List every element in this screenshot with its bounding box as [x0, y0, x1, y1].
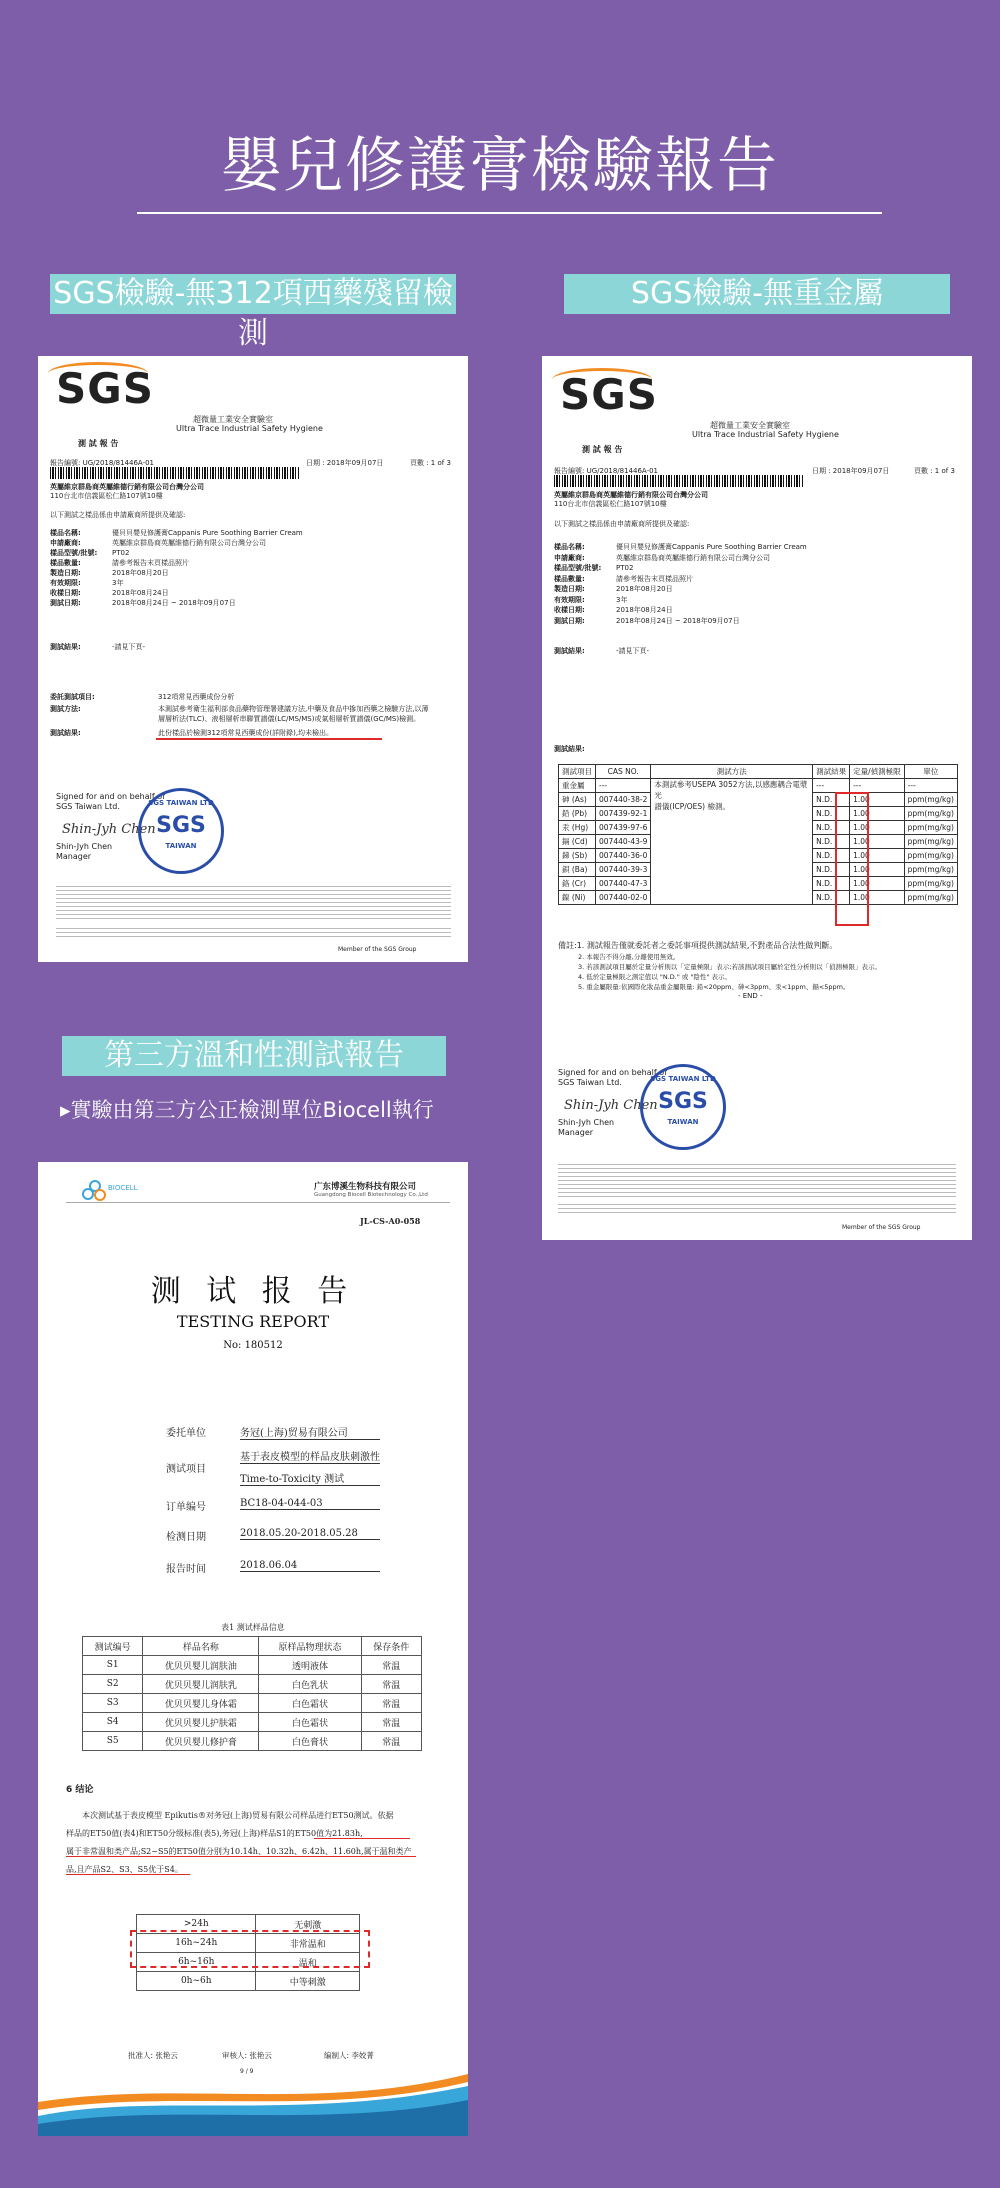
biocell-company-en: Guangdong Biocell Biotechnology Co.,Ltd	[314, 1192, 428, 1198]
table-subheader-row: 重金屬 --- 本測試參考USEPA 3052方法,以感應耦合電漿光 譜儀(ICP/OES) 檢測。 --- --- ---	[559, 779, 958, 793]
highlight-underline	[66, 1874, 190, 1875]
heavy-metal-test-banner: SGS檢驗-無重金屬	[564, 274, 950, 314]
signed-for: Signed for and on behalf of	[558, 1068, 667, 1077]
table-row: 6h~16h 温和	[137, 1953, 360, 1972]
table-row: S5 优贝贝婴儿修护膏 白色膏状 常温	[83, 1732, 422, 1751]
report-page: 頁數 : 1 of 3	[410, 459, 451, 467]
end-marker: - END -	[738, 992, 763, 1000]
report-date: 日期 : 2018年09月07日	[306, 459, 384, 467]
highlight-underline	[314, 1838, 410, 1839]
signature: Shin-Jyh Chen	[62, 822, 156, 837]
column-header: 保存条件	[361, 1637, 421, 1656]
table-row: 砷 (As) 007440-38-2 N.D. 1.00 ppm(mg/kg)	[559, 793, 958, 807]
metal-result-label: 測試結果:	[554, 745, 585, 753]
report-time-label: 报告时间	[166, 1564, 206, 1575]
test-item-value-2: Time-to-Toxicity 测试	[240, 1470, 380, 1486]
biocell-testing-report-document	[38, 1162, 468, 2136]
legal-fine-print	[56, 886, 451, 920]
document-code: JL-CS-A0-058	[360, 1216, 421, 1226]
legal-fine-print	[558, 1164, 956, 1198]
highlight-underline	[66, 1856, 416, 1857]
nd-result-highlight-box	[835, 792, 869, 926]
sgs-group-member: Member of the SGS Group	[842, 1224, 921, 1231]
result-see-next: -請見下頁-	[616, 647, 650, 655]
table-header-row	[83, 1637, 422, 1656]
sgs-logo: SGS	[560, 370, 658, 419]
method-label: 測試方法:	[50, 705, 81, 713]
approver: 批准人: 张艳云	[128, 2051, 178, 2060]
lab-name-cn: 超微量工業安全實驗室	[193, 415, 273, 424]
signer-name: Shin-Jyh Chen	[558, 1118, 615, 1127]
report-date: 日期 : 2018年09月07日	[812, 467, 890, 475]
request-item-label: 委託測試項目:	[50, 693, 95, 701]
sample-field-row: 樣品數量: 請參考報告末頁樣品照片	[50, 559, 189, 567]
client-address: 110台北市信義區松仁路107號10樓	[554, 500, 667, 508]
sgs-stamp: SGS TAIWAN LTD SGS TAIWAN	[640, 1064, 726, 1150]
heavy-metal-table	[558, 764, 958, 905]
lab-name-en: Ultra Trace Industrial Safety Hygiene	[176, 424, 323, 433]
table-row: 鋇 (Ba) 007440-39-3 N.D. 1.00 ppm(mg/kg)	[559, 863, 958, 877]
sample-field-row: 測試日期: 2018年08月24日 ~ 2018年09月07日	[50, 599, 236, 607]
table-header-row	[559, 765, 958, 779]
table-row: S2 优贝贝婴儿润肤乳 白色乳状 常温	[83, 1675, 422, 1694]
sample-field-row: 製造日期: 2018年08月20日	[554, 585, 673, 593]
footer-wave-graphic	[38, 2072, 468, 2136]
biocell-logo-text: BIOCELL	[108, 1184, 138, 1192]
barcode	[554, 475, 804, 487]
column-header: 定量/偵測極限	[850, 765, 905, 779]
third-party-banner: 第三方溫和性測試報告	[62, 1036, 446, 1076]
sample-field-row: 樣品型號/批號: PT02	[50, 549, 130, 557]
column-header: 样品名称	[143, 1637, 259, 1656]
sample-field-row: 樣品名稱: 優貝貝嬰兒修護膏Cappanis Pure Soothing Barrier Cream	[554, 543, 807, 551]
report-page: 頁數 : 1 of 3	[914, 467, 955, 475]
report-heading: 測 試 報 告	[582, 445, 623, 454]
author: 编制人: 李姣菁	[324, 2051, 374, 2060]
sgs-logo-arc	[552, 368, 652, 391]
client-address: 110台北市信義區松仁路107號10樓	[50, 492, 163, 500]
result-label: 測試結果:	[50, 643, 81, 651]
sample-field-row: 有效期限: 3年	[554, 595, 628, 604]
sgs-heavy-metal-report-document	[542, 356, 972, 1240]
table-row: S1 优贝贝婴儿润肤油 透明液体 常温	[83, 1656, 422, 1675]
report-title-en: TESTING REPORT	[176, 1312, 330, 1331]
triangle-bullet-icon: ▸	[60, 1098, 71, 1122]
client-value: 务冠(上海)贸易有限公司	[240, 1424, 380, 1440]
column-header: 單位	[904, 765, 957, 779]
client-label: 委托单位	[166, 1428, 206, 1439]
header-divider	[66, 1202, 450, 1203]
method-text-1: 本測試參考衛生福利部食品藥物管理署建議方法,中藥及食品中摻加西藥之檢驗方法,以薄	[158, 705, 429, 713]
sample-field-row: 有效期限: 3年	[50, 579, 124, 587]
conclusion-line-4: 品,且产品S2、S3、S5优于S4。	[66, 1865, 183, 1874]
sample-table-caption: 表1 测试样品信息	[221, 1623, 285, 1632]
sample-field-row: 樣品名稱: 優貝貝嬰兒修護膏Cappanis Pure Soothing Barrier Cream	[50, 529, 303, 537]
column-header: CAS NO.	[596, 765, 651, 779]
sgs-logo: SGS	[56, 364, 154, 413]
sample-fields	[554, 542, 807, 626]
sample-field-row: 收樣日期: 2018年08月24日	[50, 589, 169, 597]
conclusion-line-3: 属于非常温和类产品;S2~S5的ET50值分别为10.14h、10.32h、6.42h、11.60h,属于温和类产	[66, 1847, 412, 1856]
page-number: 9 / 9	[240, 2068, 254, 2075]
page-title: 嬰兒修護膏檢驗報告	[221, 131, 779, 201]
pesticide-test-banner: SGS檢驗-無312項西藥殘留檢測	[50, 274, 456, 314]
sgs-stamp: SGS TAIWAN LTD SGS TAIWAN	[138, 788, 224, 874]
table-row: 鎳 (Ni) 007440-02-0 N.D. 1.00 ppm(mg/kg)	[559, 891, 958, 905]
table-row: 鉛 (Pb) 007439-92-1 N.D. 1.00 ppm(mg/kg)	[559, 807, 958, 821]
biocell-logo-icon	[82, 1180, 104, 1200]
conclusion-line-2: 样品的ET50值(表4)和ET50分级标准(表5),务冠(上海)样品S1的ET50值为21.83h,	[66, 1829, 363, 1838]
result-label: 測試結果:	[554, 647, 585, 655]
report-number: No: 180512	[223, 1340, 283, 1351]
table-row: 汞 (Hg) 007439-97-6 N.D. 1.00 ppm(mg/kg)	[559, 821, 958, 835]
column-header: 原样品物理状态	[259, 1637, 361, 1656]
sample-fields	[50, 528, 303, 608]
test-item-value: 基于表皮模型的样品皮肤刺激性	[240, 1448, 380, 1464]
note-4: 4. 低於定量極限之測定值以 "N.D." 或 "陰性" 表示。	[578, 973, 731, 981]
reviewer: 审核人: 张艳云	[222, 2051, 272, 2060]
signed-for: Signed for and on behalf of	[56, 792, 165, 801]
method-cell: 本測試參考USEPA 3052方法,以感應耦合電漿光 譜儀(ICP/OES) 檢測。	[651, 779, 813, 905]
report-time-value: 2018.06.04	[240, 1560, 380, 1572]
sample-field-row: 製造日期: 2018年08月20日	[50, 569, 169, 577]
conclusion-line-1: 本次测试基于表皮模型 Epikutis®对务冠(上海)贸易有限公司样品进行ET50测试。依据	[82, 1811, 394, 1820]
table-row: S4 优贝贝婴儿护肤霜 白色霜状 常温	[83, 1713, 422, 1732]
signed-company: SGS Taiwan Ltd.	[558, 1078, 622, 1087]
sgs-logo-arc	[48, 362, 148, 385]
test-date-value: 2018.05.20-2018.05.28	[240, 1528, 380, 1540]
conclusion-title: 6 结论	[66, 1785, 94, 1795]
order-number-value: BC18-04-044-03	[240, 1498, 380, 1510]
column-header: 測試項目	[559, 765, 596, 779]
sample-info-table	[82, 1636, 422, 1751]
column-header: 測試方法	[651, 765, 813, 779]
signer-title: Manager	[558, 1128, 594, 1137]
sample-field-row: 樣品數量: 請參考報告末頁樣品照片	[554, 574, 693, 583]
client-company: 英屬維京群島商英屬維德行銷有限公司台灣分公司	[50, 483, 204, 491]
sample-intro: 以下測試之樣品係由申請廠商所提供及確認:	[554, 520, 690, 528]
table-row: S3 优贝贝婴儿身体霜 白色霜状 常温	[83, 1694, 422, 1713]
test-date-label: 检测日期	[166, 1532, 206, 1543]
sample-field-row: 測試日期: 2018年08月24日 ~ 2018年09月07日	[554, 616, 740, 625]
table-row: 鉻 (Cr) 007440-47-3 N.D. 1.00 ppm(mg/kg)	[559, 877, 958, 891]
note-2: 2. 本報告不得分離,分離使用無效。	[578, 953, 680, 961]
sample-field-row: 申請廠商: 英屬維京群島商英屬維德行銷有限公司台灣分公司	[50, 539, 266, 547]
request-item-value: 312項常見西藥成份分析	[158, 693, 235, 701]
table-row: >24h 无刺激	[137, 1915, 360, 1934]
table-row: 16h~24h 非常温和	[137, 1934, 360, 1953]
mild-grade-highlight-box	[130, 1930, 370, 1968]
test-result-value: 此份樣品於檢測312項常見西藥成份(詳附錄),均未檢出。	[158, 729, 334, 737]
table-row: 0h~6h 中等刺激	[137, 1972, 360, 1991]
sample-field-row: 收樣日期: 2018年08月24日	[554, 606, 673, 614]
signer-title: Manager	[56, 852, 92, 861]
note-3: 3. 若該測試項目屬於定量分析則以「定量極限」表示;若該測試項目屬於定性分析則以「偵測極限」表示。	[578, 963, 881, 971]
lab-name-cn: 超微量工業安全實驗室	[710, 421, 790, 430]
client-company: 英屬維京群島商英屬維德行銷有限公司台灣分公司	[554, 491, 708, 499]
sgs-pesticide-report-document	[38, 356, 468, 962]
address-fine-print	[558, 1204, 956, 1216]
table-row: 銻 (Sb) 007440-36-0 N.D. 1.00 ppm(mg/kg)	[559, 849, 958, 863]
report-title-cn: 测 试 报 告	[150, 1274, 356, 1309]
report-heading: 測 試 報 告	[78, 439, 119, 448]
barcode	[50, 467, 300, 479]
signed-company: SGS Taiwan Ltd.	[56, 802, 120, 811]
test-item-label: 测试项目	[166, 1464, 206, 1475]
report-number: 報告編號: UG/2018/81446A-01	[50, 459, 154, 467]
lab-name-en: Ultra Trace Industrial Safety Hygiene	[692, 430, 839, 439]
highlight-underline	[156, 738, 382, 740]
sgs-group-member: Member of the SGS Group	[338, 946, 417, 953]
method-text-2: 層層析法(TLC)、液相層析串聯質譜儀(LC/MS/MS)或氣相層析質譜儀(GC/MS)檢測。	[158, 715, 421, 723]
third-party-note: ▸實驗由第三方公正檢測單位Biocell執行	[60, 1098, 434, 1122]
sample-intro: 以下測試之樣品係由申請廠商所提供及確認:	[50, 511, 186, 519]
biocell-company-cn: 广东博溪生物科技有限公司	[314, 1182, 417, 1192]
signer-name: Shin-Jyh Chen	[56, 842, 113, 851]
note-1: 備註:1. 測試報告僅就委託者之委託事項提供測試結果,不對產品合法性做判斷。	[558, 941, 838, 950]
column-header: 测试编号	[83, 1637, 143, 1656]
sample-field-row: 樣品型號/批號: PT02	[554, 564, 634, 572]
table-row: 鎘 (Cd) 007440-43-9 N.D. 1.00 ppm(mg/kg)	[559, 835, 958, 849]
address-fine-print	[56, 928, 451, 940]
sample-field-row: 申請廠商: 英屬維京群島商英屬維德行銷有限公司台灣分公司	[554, 553, 770, 562]
result-see-next: -請見下頁-	[112, 643, 146, 651]
title-divider	[137, 212, 882, 214]
report-number: 報告編號: UG/2018/81446A-01	[554, 467, 658, 475]
note-5: 5. 重金屬限量:依國際化妝品重金屬限量: 鉛<20ppm、砷<3ppm、汞<1ppm、鎘<5ppm。	[578, 983, 850, 991]
column-header: 測試結果	[813, 765, 850, 779]
signature: Shin-Jyh Chen	[564, 1098, 658, 1113]
test-result-label: 測試結果:	[50, 729, 81, 737]
order-number-label: 订单编号	[166, 1502, 206, 1513]
